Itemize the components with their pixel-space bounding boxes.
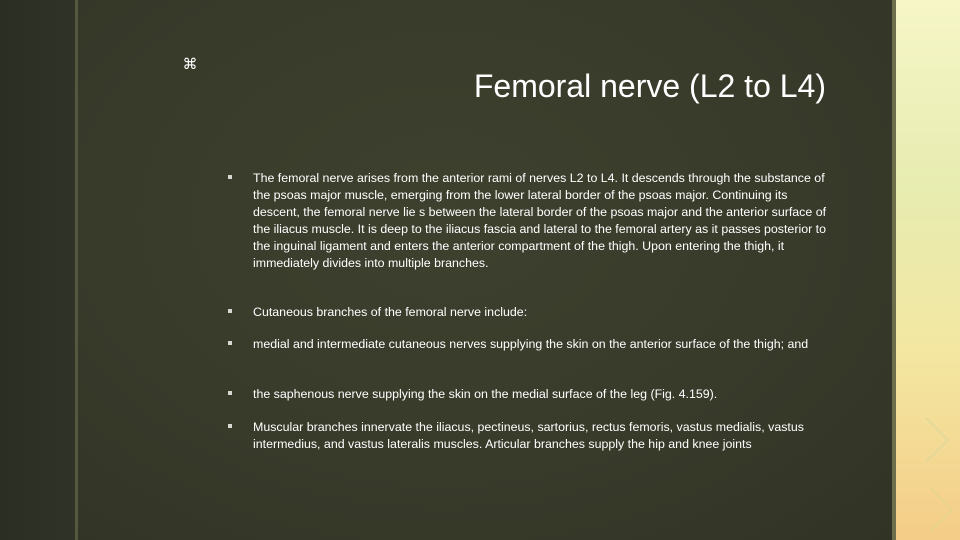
bullet-square-icon: [228, 175, 232, 179]
bullet-text: Cutaneous branches of the femoral nerve include:: [253, 305, 528, 319]
bullet-square-icon: [228, 391, 232, 395]
bullet-square-icon: [228, 341, 232, 345]
chevron-decoration-icon: [896, 0, 960, 540]
bullet-text: Muscular branches innervate the iliacus, pectineus, sartorius, rectus femoris, vastus medialis, vastus intermedius, and vastus lateralis muscles. Articular branches supply the hip and knee joints: [253, 420, 804, 451]
command-key-icon: ⌘: [182, 56, 198, 73]
list-item: [228, 336, 828, 353]
list-item: [228, 304, 828, 321]
list-item: [228, 386, 828, 403]
slide-title: Femoral nerve (L2 to L4): [473, 68, 826, 104]
right-decorative-band: [896, 0, 960, 540]
left-decorative-band: [0, 0, 76, 540]
bullet-text: The femoral nerve arises from the anterior rami of nerves L2 to L4. It descends through the substance of the psoas major muscle, emerging from the lower lateral border of the psoas major. Continuing its descent, the femoral nerve lie s between the lateral border of the psoas major and the anterior surface of the iliacus muscle. It is deep to the iliacus fascia and lateral to the femoral artery as it passes posterior to the inguinal ligament and enters the anterior compartment of the thigh. Upon entering the thigh, it immediately divides into multiple branches.: [253, 171, 827, 270]
bullet-text: medial and intermediate cutaneous nerves supplying the skin on the anterior surface of the thigh; and: [253, 337, 809, 351]
bullet-text: the saphenous nerve supplying the skin on the medial surface of the leg (Fig. 4.159).: [253, 387, 718, 401]
list-item: [228, 419, 828, 453]
list-item: [228, 170, 828, 272]
bullet-square-icon: [228, 309, 232, 313]
bullet-square-icon: [228, 424, 232, 428]
